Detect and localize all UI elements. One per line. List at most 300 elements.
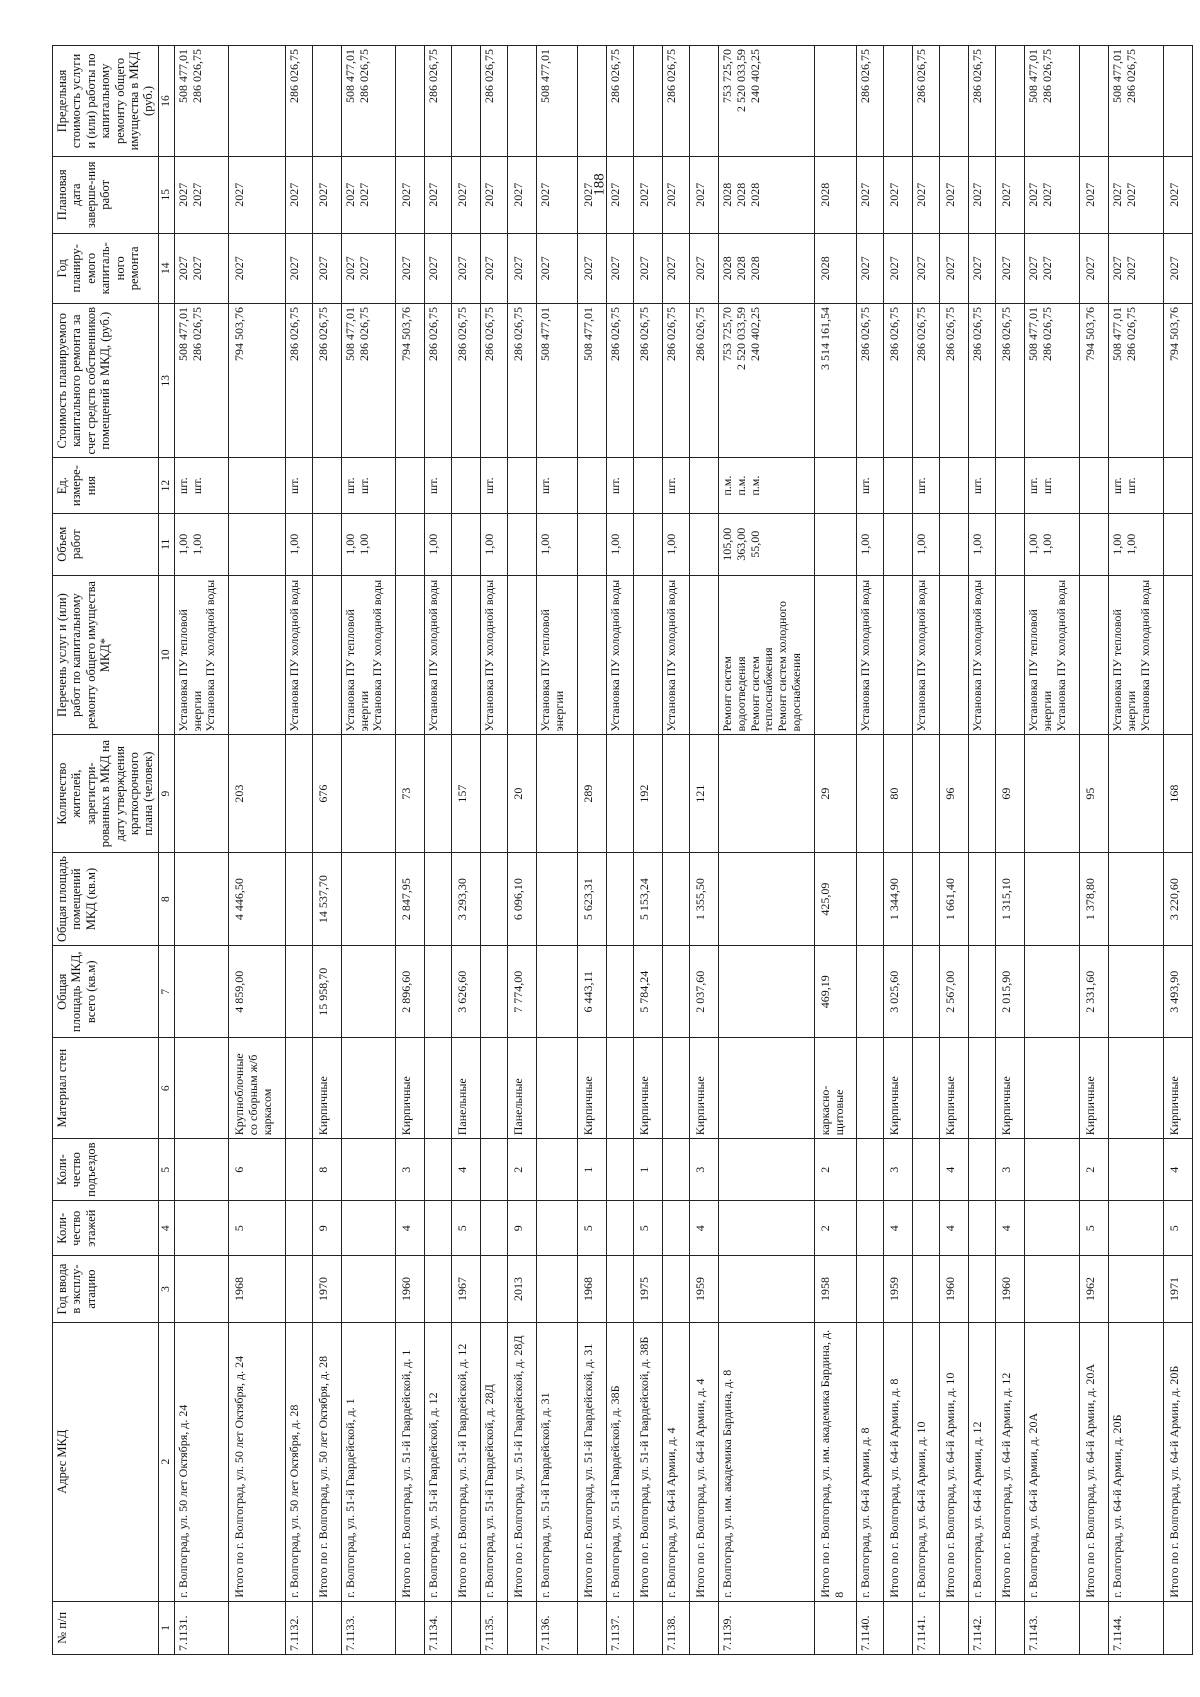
limit-value: 286 026,75 (858, 49, 873, 103)
limit-value: 240 402,25 (748, 49, 763, 103)
row-number (996, 1601, 1025, 1654)
premises-area-cell: 1 315,10 (996, 852, 1025, 946)
year-cell (285, 1256, 312, 1322)
plan_year-cell (312, 233, 341, 303)
wall-material-cell (1025, 1038, 1080, 1139)
wall-material-cell (341, 1038, 396, 1139)
unit-value: шт. (914, 477, 929, 494)
unit-cell (396, 458, 425, 513)
residents-cell (1108, 735, 1163, 852)
volume-value: 1,00 (286, 533, 301, 555)
floors-cell (719, 1201, 815, 1256)
residents-cell: 203 (229, 735, 285, 852)
works-cell (969, 575, 996, 735)
row-number: 7.1140. (857, 1601, 884, 1654)
year-cell: 1962 (1079, 1256, 1108, 1322)
cost-value: 286 026,75 (858, 306, 873, 361)
cost-cell (634, 303, 663, 458)
volume-value: 1,00 (664, 533, 679, 555)
works-cell (857, 575, 884, 735)
volume-cell (884, 513, 913, 575)
end_date-cell (537, 156, 578, 233)
cost-value: 286 026,75 (608, 306, 623, 361)
total-area-cell: 5 784,24 (634, 946, 663, 1038)
limit-value: 286 026,75 (608, 49, 623, 103)
cost-value: 286 026,75 (1040, 306, 1055, 361)
volume-cell (1163, 513, 1192, 575)
entrances-cell: 4 (452, 1139, 481, 1201)
plan_year-cell (857, 233, 884, 303)
end-date-value: 2028 (817, 182, 832, 207)
total-area-cell: 2 037,60 (690, 946, 719, 1038)
plan-year-value: 2027 (914, 256, 929, 281)
entrances-cell: 4 (1163, 1139, 1192, 1201)
table-row-total (1163, 46, 1192, 1655)
premises-area-cell (969, 852, 996, 946)
volume-value: 1,00 (1123, 533, 1138, 555)
works-cell (537, 575, 578, 735)
work-item: Установка ПУ холодной воды (482, 579, 497, 732)
entrances-cell (481, 1139, 508, 1201)
cost-cell (1108, 303, 1163, 458)
plan_year-cell (1108, 233, 1163, 303)
column-number: 10 (158, 575, 174, 735)
volume-value: 1,00 (175, 533, 190, 555)
cost-cell (508, 303, 537, 458)
premises-area-cell (663, 852, 690, 946)
unit-value: шт. (482, 477, 497, 494)
address-cell: г. Волгоград, ул. 50 лет Октября, д. 28 (285, 1322, 312, 1601)
limit-cell (1108, 46, 1163, 157)
cost-cell (285, 303, 312, 458)
end-date-value: 2027 (999, 182, 1014, 207)
volume-cell (607, 513, 634, 575)
total-area-cell: 4 859,00 (229, 946, 285, 1038)
plan_year-cell (996, 233, 1025, 303)
cost-cell (940, 303, 969, 458)
year-cell: 1960 (996, 1256, 1025, 1322)
cost-cell (1079, 303, 1108, 458)
column-number: 8 (158, 852, 174, 946)
work-item: Установка ПУ тепловой энергии (1109, 609, 1138, 732)
premises-area-cell: 425,09 (814, 852, 857, 946)
table-row-total (229, 46, 285, 1655)
works-cell (508, 575, 537, 735)
plan_year-cell (884, 233, 913, 303)
row-number (814, 1601, 857, 1654)
unit-cell (719, 458, 815, 513)
entrances-cell (1108, 1139, 1163, 1201)
year-cell (719, 1256, 815, 1322)
column-header: Материал стен (53, 1038, 159, 1139)
plan-year-value: 2027 (482, 256, 497, 281)
column-header: Адрес МКД (53, 1322, 159, 1601)
floors-cell: 4 (396, 1201, 425, 1256)
column-number: 11 (158, 513, 174, 575)
entrances-cell: 3 (884, 1139, 913, 1201)
floors-cell (913, 1201, 940, 1256)
entrances-cell (719, 1139, 815, 1201)
cost-value: 794 503,76 (1082, 306, 1097, 361)
residents-cell (857, 735, 884, 852)
cost-value: 508 477,01 (175, 306, 190, 361)
unit-cell (229, 458, 285, 513)
end_date-cell (814, 156, 857, 233)
work-item: Установка ПУ холодной воды (664, 579, 679, 732)
address-cell: г. Волгоград, ул. 64-й Армии, д. 12 (969, 1322, 996, 1601)
total-area-cell: 2 896,60 (396, 946, 425, 1038)
end_date-cell (452, 156, 481, 233)
column-number: 7 (158, 946, 174, 1038)
work-item: Установка ПУ холодной воды (914, 579, 929, 732)
row-number (634, 1601, 663, 1654)
cost-value: 286 026,75 (637, 306, 652, 361)
year-cell (341, 1256, 396, 1322)
total-area-cell (913, 946, 940, 1038)
volume-cell (814, 513, 857, 575)
table-row (174, 46, 229, 1655)
residents-cell (719, 735, 815, 852)
cost-value: 2 520 033,59 (734, 306, 749, 370)
table-row-total (634, 46, 663, 1655)
total-area-cell: 3 493,90 (1163, 946, 1192, 1038)
cost-value: 286 026,75 (664, 306, 679, 361)
year-cell (537, 1256, 578, 1322)
entrances-cell: 3 (690, 1139, 719, 1201)
plan-year-value: 2027 (1123, 256, 1138, 281)
floors-cell (1108, 1201, 1163, 1256)
wall-material-cell: Кирпичные (996, 1038, 1025, 1139)
volume-cell (341, 513, 396, 575)
work-item: Установка ПУ холодной воды (286, 579, 301, 732)
table-row-total (508, 46, 537, 1655)
column-number: 1 (158, 1601, 174, 1654)
cost-cell (174, 303, 229, 458)
floors-cell (663, 1201, 690, 1256)
limit-value: 2 520 033,59 (734, 49, 749, 112)
limit-value: 753 725,70 (720, 49, 735, 103)
entrances-cell: 3 (996, 1139, 1025, 1201)
end-date-value: 2027 (175, 182, 190, 207)
cost-value: 508 477,01 (1026, 306, 1041, 361)
volume-value: 105,00 (720, 527, 735, 561)
total-area-cell: 3 025,60 (884, 946, 913, 1038)
end-date-value: 2027 (914, 182, 929, 207)
premises-area-cell (537, 852, 578, 946)
unit-cell (1163, 458, 1192, 513)
column-number: 2 (158, 1322, 174, 1601)
plan-year-value: 2027 (1026, 256, 1041, 281)
works-cell (1079, 575, 1108, 735)
end-date-value: 2028 (734, 182, 749, 207)
limit-cell (719, 46, 815, 157)
unit-value: шт. (189, 477, 204, 494)
unit-value: шт. (356, 477, 371, 494)
volume-cell (229, 513, 285, 575)
premises-area-cell: 1 344,90 (884, 852, 913, 946)
unit-cell (312, 458, 341, 513)
address-cell: Итого по г. Волгоград, ул. 50 лет Октября, д. 24 (229, 1322, 285, 1601)
end-date-value: 2027 (1166, 182, 1181, 207)
year-cell (913, 1256, 940, 1322)
unit-cell (690, 458, 719, 513)
plan_year-cell (341, 233, 396, 303)
address-cell: г. Волгоград, ул. 51-й Гвардейской, д. 28Д (481, 1322, 508, 1601)
work-item: Установка ПУ холодной воды (203, 579, 218, 732)
unit-cell (425, 458, 452, 513)
row-number: 7.1143. (1025, 1601, 1080, 1654)
row-number (578, 1601, 607, 1654)
table-row-total (452, 46, 481, 1655)
unit-value: шт. (342, 477, 357, 494)
row-number (312, 1601, 341, 1654)
cost-value: 794 503,76 (232, 306, 247, 361)
row-number (1163, 1601, 1192, 1654)
table-row-total (1079, 46, 1108, 1655)
cost-cell (229, 303, 285, 458)
plan_year-cell (285, 233, 312, 303)
cost-cell (996, 303, 1025, 458)
cost-value: 794 503,76 (399, 306, 414, 361)
floors-cell: 5 (229, 1201, 285, 1256)
address-cell: Итого по г. Волгоград, ул. 64-й Армии, д. 12 (996, 1322, 1025, 1601)
work-item: Установка ПУ тепловой энергии (538, 609, 567, 732)
plan-year-value: 2027 (538, 256, 553, 281)
work-item: Установка ПУ холодной воды (1053, 579, 1068, 732)
wall-material-cell: Кирпичные (884, 1038, 913, 1139)
unit-value: шт. (858, 477, 873, 494)
limit-cell (913, 46, 940, 157)
plan_year-cell (913, 233, 940, 303)
plan-year-value: 2027 (511, 256, 526, 281)
header-row (53, 46, 159, 1655)
address-cell: г. Волгоград, ул. 64-й Армии, д. 4 (663, 1322, 690, 1601)
wall-material-cell (481, 1038, 508, 1139)
limit-cell (312, 46, 341, 157)
residents-cell: 289 (578, 735, 607, 852)
year-cell: 1959 (884, 1256, 913, 1322)
unit-value: шт. (1040, 477, 1055, 494)
cost-value: 286 026,75 (426, 306, 441, 361)
wall-material-cell: Панельные (508, 1038, 537, 1139)
column-number: 13 (158, 303, 174, 458)
entrances-cell (537, 1139, 578, 1201)
volume-cell (1108, 513, 1163, 575)
unit-value: п.м. (720, 475, 735, 496)
row-number (508, 1601, 537, 1654)
row-number (1079, 1601, 1108, 1654)
unit-value: шт. (175, 477, 190, 494)
table-row (719, 46, 815, 1655)
year-cell: 1968 (229, 1256, 285, 1322)
total-area-cell (1108, 946, 1163, 1038)
floors-cell: 5 (1163, 1201, 1192, 1256)
plan-year-value: 2027 (1082, 256, 1097, 281)
end-date-value: 2027 (455, 182, 470, 207)
limit-value: 286 026,75 (482, 49, 497, 103)
total-area-cell: 2 331,60 (1079, 946, 1108, 1038)
residents-cell: 20 (508, 735, 537, 852)
volume-value: 1,00 (608, 533, 623, 555)
residents-cell: 192 (634, 735, 663, 852)
end_date-cell (607, 156, 634, 233)
cost-value: 286 026,75 (1123, 306, 1138, 361)
limit-value: 508 477,01 (538, 49, 553, 103)
end-date-value: 2027 (511, 182, 526, 207)
year-cell: 1971 (1163, 1256, 1192, 1322)
limit-value: 286 026,75 (1040, 49, 1055, 103)
total-area-cell (969, 946, 996, 1038)
wall-material-cell (969, 1038, 996, 1139)
floors-cell (341, 1201, 396, 1256)
unit-cell (537, 458, 578, 513)
residents-cell: 676 (312, 735, 341, 852)
entrances-cell (174, 1139, 229, 1201)
end_date-cell (884, 156, 913, 233)
wall-material-cell (285, 1038, 312, 1139)
year-cell: 1975 (634, 1256, 663, 1322)
wall-material-cell: каркасно-щитовые (814, 1038, 857, 1139)
end_date-cell (634, 156, 663, 233)
premises-area-cell: 5 623,31 (578, 852, 607, 946)
premises-area-cell (1108, 852, 1163, 946)
unit-cell (634, 458, 663, 513)
end_date-cell (857, 156, 884, 233)
cost-value: 286 026,75 (914, 306, 929, 361)
work-item: Ремонт систем холодного водоснабжения (775, 600, 803, 732)
year-cell (607, 1256, 634, 1322)
cost-value: 240 402,25 (748, 306, 763, 361)
plan-year-value: 2028 (748, 256, 763, 281)
unit-cell (1025, 458, 1080, 513)
limit-cell (996, 46, 1025, 157)
row-number: 7.1141. (913, 1601, 940, 1654)
plan_year-cell (814, 233, 857, 303)
cost-value: 286 026,75 (455, 306, 470, 361)
unit-cell (607, 458, 634, 513)
address-cell: г. Волгоград, ул. 51-й Гвардейской, д. 31 (537, 1322, 578, 1601)
plan-year-value: 2028 (720, 256, 735, 281)
limit-value: 508 477,01 (342, 49, 357, 103)
plan-year-value: 2028 (817, 256, 832, 281)
table-row (537, 46, 578, 1655)
volume-cell (452, 513, 481, 575)
plan_year-cell (969, 233, 996, 303)
total-area-cell: 2 567,00 (940, 946, 969, 1038)
unit-cell (940, 458, 969, 513)
plan-year-value: 2027 (664, 256, 679, 281)
end-date-value: 2027 (286, 182, 301, 207)
address-cell: Итого по г. Волгоград, ул. 64-й Армии, д. 10 (940, 1322, 969, 1601)
wall-material-cell: Кирпичные (634, 1038, 663, 1139)
residents-cell: 73 (396, 735, 425, 852)
end-date-value: 2027 (1026, 182, 1041, 207)
limit-cell (174, 46, 229, 157)
volume-cell (396, 513, 425, 575)
volume-value: 1,00 (356, 533, 371, 555)
cost-cell (1163, 303, 1192, 458)
volume-cell (663, 513, 690, 575)
row-number: 7.1132. (285, 1601, 312, 1654)
row-number: 7.1133. (341, 1601, 396, 1654)
entrances-cell (1025, 1139, 1080, 1201)
volume-cell (996, 513, 1025, 575)
cost-value: 286 026,75 (356, 306, 371, 361)
year-cell: 1968 (578, 1256, 607, 1322)
limit-cell (285, 46, 312, 157)
wall-material-cell: Кирпичные (690, 1038, 719, 1139)
limit-cell (663, 46, 690, 157)
volume-cell (940, 513, 969, 575)
volume-value: 1,00 (426, 533, 441, 555)
floors-cell (425, 1201, 452, 1256)
volume-cell (1079, 513, 1108, 575)
works-cell (285, 575, 312, 735)
plan-year-value: 2027 (608, 256, 623, 281)
floors-cell: 5 (578, 1201, 607, 1256)
total-area-cell (857, 946, 884, 1038)
address-cell: г. Волгоград, ул. 64-й Армии, д. 20А (1025, 1322, 1080, 1601)
entrances-cell (607, 1139, 634, 1201)
cost-cell (663, 303, 690, 458)
entrances-cell: 3 (396, 1139, 425, 1201)
year-cell: 1970 (312, 1256, 341, 1322)
end_date-cell (663, 156, 690, 233)
limit-cell (452, 46, 481, 157)
total-area-cell (341, 946, 396, 1038)
address-cell: Итого по г. Волгоград, ул. 64-й Армии, д. 8 (884, 1322, 913, 1601)
column-header: Общая площадь МКД, всего (кв.м) (53, 946, 159, 1038)
volume-value: 363,00 (734, 527, 749, 561)
total-area-cell: 6 443,11 (578, 946, 607, 1038)
table-row (481, 46, 508, 1655)
limit-cell (229, 46, 285, 157)
address-cell: г. Волгоград, ул. 50 лет Октября, д. 24 (174, 1322, 229, 1601)
row-number: 7.1131. (174, 1601, 229, 1654)
premises-area-cell (481, 852, 508, 946)
column-number: 3 (158, 1256, 174, 1322)
entrances-cell: 4 (940, 1139, 969, 1201)
limit-value: 286 026,75 (356, 49, 371, 103)
unit-cell (1108, 458, 1163, 513)
volume-cell (969, 513, 996, 575)
limit-cell (814, 46, 857, 157)
works-cell (913, 575, 940, 735)
column-header: Коли-чество подъездов (53, 1139, 159, 1201)
wall-material-cell (1108, 1038, 1163, 1139)
table-row (969, 46, 996, 1655)
volume-cell (425, 513, 452, 575)
limit-cell (537, 46, 578, 157)
end-date-value: 2028 (748, 182, 763, 207)
volume-cell (285, 513, 312, 575)
limit-cell (607, 46, 634, 157)
address-cell: г. Волгоград, ул. им. академика Бардина, д. 8 (719, 1322, 815, 1601)
table-row (1025, 46, 1080, 1655)
cost-value: 508 477,01 (342, 306, 357, 361)
works-cell (396, 575, 425, 735)
cost-value: 508 477,01 (1109, 306, 1124, 361)
plan_year-cell (229, 233, 285, 303)
column-header: Ед. измере-ния (53, 458, 159, 513)
unit-cell (663, 458, 690, 513)
premises-area-cell (857, 852, 884, 946)
plan-year-value: 2027 (581, 256, 596, 281)
works-cell (481, 575, 508, 735)
works-cell (174, 575, 229, 735)
end_date-cell (1079, 156, 1108, 233)
works-cell (312, 575, 341, 735)
